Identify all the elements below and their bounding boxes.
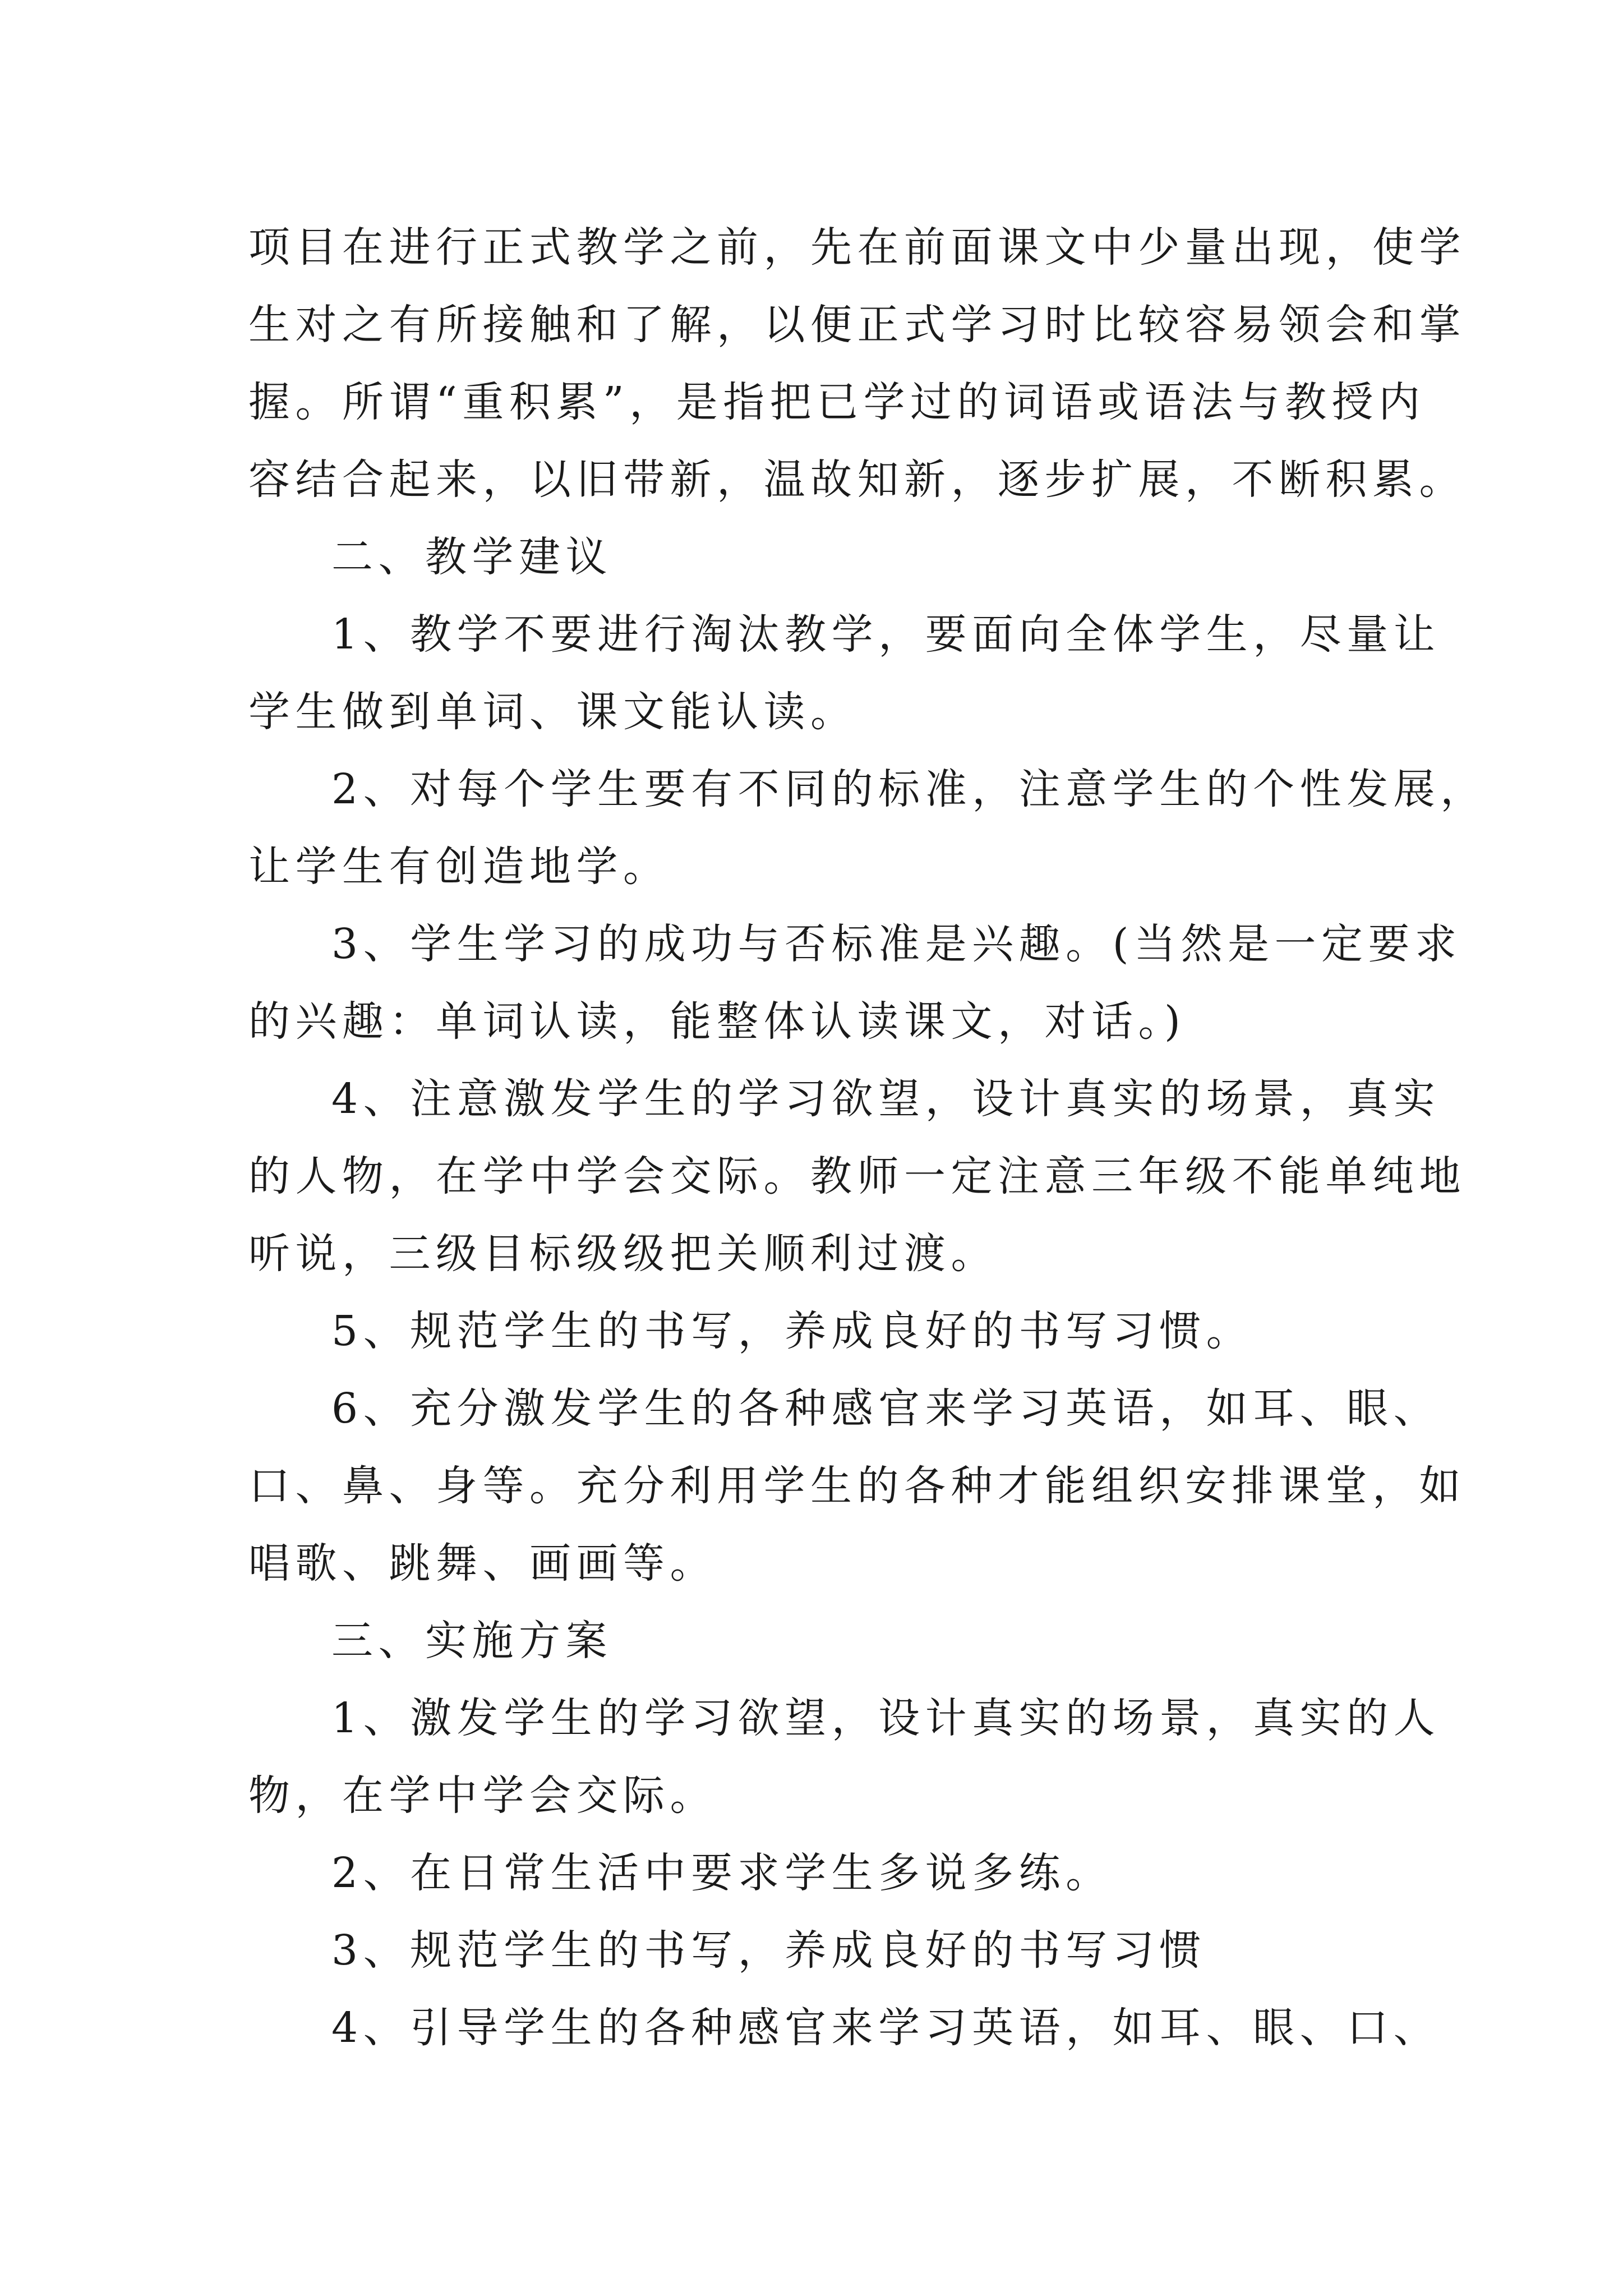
text-line: 口、鼻、身等。充分利用学生的各种才能组织安排课堂，如 [248, 1462, 1466, 1510]
text-line: 4、引导学生的各种感官来学习英语，如耳、眼、口、 [331, 2004, 1441, 2052]
text-line: 容结合起来，以旧带新，温故知新，逐步扩展，不断积累。 [248, 455, 1466, 504]
section-heading-teaching-suggestions: 二、教学建议 [331, 533, 612, 581]
text-line: 4、注意激发学生的学习欲望，设计真实的场景，真实 [331, 1075, 1441, 1123]
text-line: 1、激发学生的学习欲望，设计真实的场景，真实的人 [331, 1694, 1441, 1742]
text-line: 6、充分激发学生的各种感官来学习英语，如耳、眼、 [331, 1384, 1441, 1433]
text-line: 物，在学中学会交际。 [248, 1772, 717, 1820]
text-line: 生对之有所接触和了解，以便正式学习时比较容易领会和掌 [248, 301, 1466, 349]
text-line: 2、在日常生活中要求学生多说多练。 [331, 1849, 1113, 1897]
text-line: 5、规范学生的书写，养成良好的书写习惯。 [331, 1307, 1253, 1355]
text-line: 项目在进行正式教学之前，先在前面课文中少量出现，使学 [248, 223, 1466, 272]
text-line: 唱歌、跳舞、画画等。 [248, 1539, 717, 1588]
text-line: 1、教学不要进行淘汰教学，要面向全体学生，尽量让 [331, 610, 1441, 659]
text-line: 听说，三级目标级级把关顺利过渡。 [248, 1230, 998, 1278]
text-line: 握。所谓“重积累”，是指把已学过的词语或语法与教授内 [248, 378, 1426, 426]
text-line: 让学生有创造地学。 [248, 843, 670, 891]
text-line: 的人物，在学中学会交际。教师一定注意三年级不能单纯地 [248, 1152, 1466, 1200]
text-line: 学生做到单词、课文能认读。 [248, 688, 857, 736]
document-body [248, 209, 1487, 2067]
text-line: 2、对每个学生要有不同的标准，注意学生的个性发展， [331, 765, 1487, 813]
text-line: 3、规范学生的书写，养成良好的书写习惯 [331, 1926, 1206, 1975]
text-line: 3、学生学习的成功与否标准是兴趣。(当然是一定要求 [331, 920, 1462, 968]
text-line: 的兴趣：单词认读，能整体认读课文，对话。) [248, 997, 1186, 1046]
section-heading-implementation-plan: 三、实施方案 [331, 1617, 612, 1665]
